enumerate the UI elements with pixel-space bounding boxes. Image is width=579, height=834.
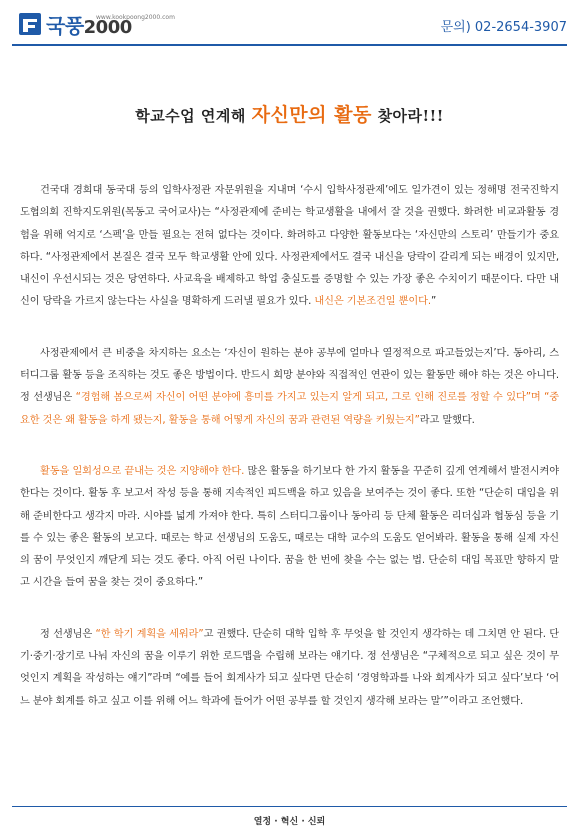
title-suffix: 찾아라!!! xyxy=(371,107,444,125)
paragraph-highlight: “경험해 봄으로써 자신이 어떤 분야에 흥미를 가지고 있는지 알게 되고, 그로 인해 진로를 정할 수 있다”며 “중요한 것은 왜 활동을 하게 됐는지, 활동을 통해 어떻게 자신의 꿈과 관련된 역량을 키웠는지” xyxy=(20,392,559,426)
paragraph-suffix: 고 권했다. 단순히 대학 입학 후 무엇을 할 것인지 생각하는 데 그치면 안 된다. 단기·중기·장기로 나눠 자신의 꿈을 이루기 위한 로드맵을 수립해 보라는 얘기다. 정 선생님은 “구체적으로 되고 싶은 것이 무엇인지 계획을 작성하는 얘기”라며 “예를 들어 회계사가 되고 싶다면 단순히 ‘경영학과를 나와 회계사가 되고 싶다’보다 ‘어느 분야 회계를 하고 싶고 이를 위해 어느 학과에 들어가 어떤 공부를 할 것인지 생각해 보라는 말’”이라고 조언했다. xyxy=(20,628,560,707)
header-divider xyxy=(12,44,567,46)
logo-name: 국풍 xyxy=(46,13,84,38)
logo-number: 2000 xyxy=(83,16,132,38)
logo-mark-icon xyxy=(18,11,42,37)
paragraph-2 xyxy=(20,343,559,432)
contact-phone: 문의) 02-2654-3907 xyxy=(440,20,567,35)
paragraph-suffix: 라고 말했다. xyxy=(419,414,475,426)
paragraph-highlight: “한 학기 계획을 세워라” xyxy=(95,628,204,640)
paragraph-text: 사정관제에서 큰 비중을 차지하는 요소는 ‘자신이 원하는 분야 공부에 얼마나 열정적으로 파고들었는지’다. 동아리, 스터디그룹 활동 등을 조직하는 것도 좋은 방법이다. 반드시 희망 분야와 직접적인 연관이 있는 활동만 해야 하는 것은 아니다. 정 선생님은 xyxy=(20,347,559,404)
paragraph-1 xyxy=(20,180,559,314)
title-prefix: 학교수업 연계해 xyxy=(135,107,252,125)
page-footer xyxy=(12,806,567,827)
paragraph-suffix: ” xyxy=(430,296,437,308)
logo-url: www.kookpoong2000.com xyxy=(96,14,175,21)
logo[interactable] xyxy=(18,8,175,40)
title-highlight: 자신만의 활동 xyxy=(251,104,372,126)
paragraph-3 xyxy=(20,461,559,595)
page-title xyxy=(0,100,579,127)
paragraph-text: 건국대 경희대 동국대 등의 입학사정관 자문위원을 지내며 ‘수시 입학사정관제’에도 일가견이 있는 정해명 전국진학지도협의회 진학지도위원(목동고 국어교사)는 “사정관제에 준비는 학교생활을 내에서 잘 것을 권했다. 화려한 비교과활동 경험을 위해 억지로 ‘스펙’을 만들 필요는 전혀 없다는 것이다. 화려하고 다양한 활동보다는 ‘자신만의 스토리’ 만들기가 중요하다. “사정관제에서 본질은 결국 모두 학교생활 안에 있다. 사정관제에서도 결국 내신을 당락이 갈리게 되는 배경이 있지만, 내신이 우선시되는 것은 당연하다. 사교육을 배제하고 학업 충실도를 증명할 수 있는 가장 좋은 수치이기 때문이다. 다만 내신이 당락을 가르지 않는다는 사실을 명확하게 드러낼 필요가 있다. xyxy=(20,185,559,308)
paragraph-text: 정 선생님은 xyxy=(40,628,96,640)
paragraph-highlight: 내신은 기본조건일 뿐이다. xyxy=(314,296,431,308)
page-header xyxy=(0,0,579,48)
paragraph-highlight: 활동을 일회성으로 끝내는 것은 지양해야 한다. xyxy=(40,465,245,477)
paragraph-4 xyxy=(20,624,559,713)
article-body xyxy=(20,180,559,742)
paragraph-text: 많은 활동을 하기보다 한 가지 활동을 꾸준히 깊게 연계해서 발전시켜야 한다는 것이다. 활동 후 보고서 작성 등을 통해 지속적인 피드백을 하고 있음을 보여주는 것이 좋다. 또한 “단순히 대입을 위해 준비한다고 생각지 마라. 시야를 넓게 가져야 한다. 특히 스터디그룹이나 동아리 등 단체 활동은 리더십과 협동심 등을 기를 수 있는 좋은 활동의 보고다. 때로는 학교 선생님의 도움도, 때로는 대학 교수의 도움도 얻어봐라. 활동을 통해 실제 자신의 꿈이 무엇인지 깨닫게 되는 것도 좋다. 아직 어린 나이다. 꿈을 한 번에 찾을 수는 없는 법. 단순히 대입 목표만 향하지 말고 시간을 들여 꿈을 찾는 것이 중요하다.” xyxy=(20,465,559,589)
footer-slogan: 열정 · 혁신 · 신뢰 xyxy=(253,817,326,827)
